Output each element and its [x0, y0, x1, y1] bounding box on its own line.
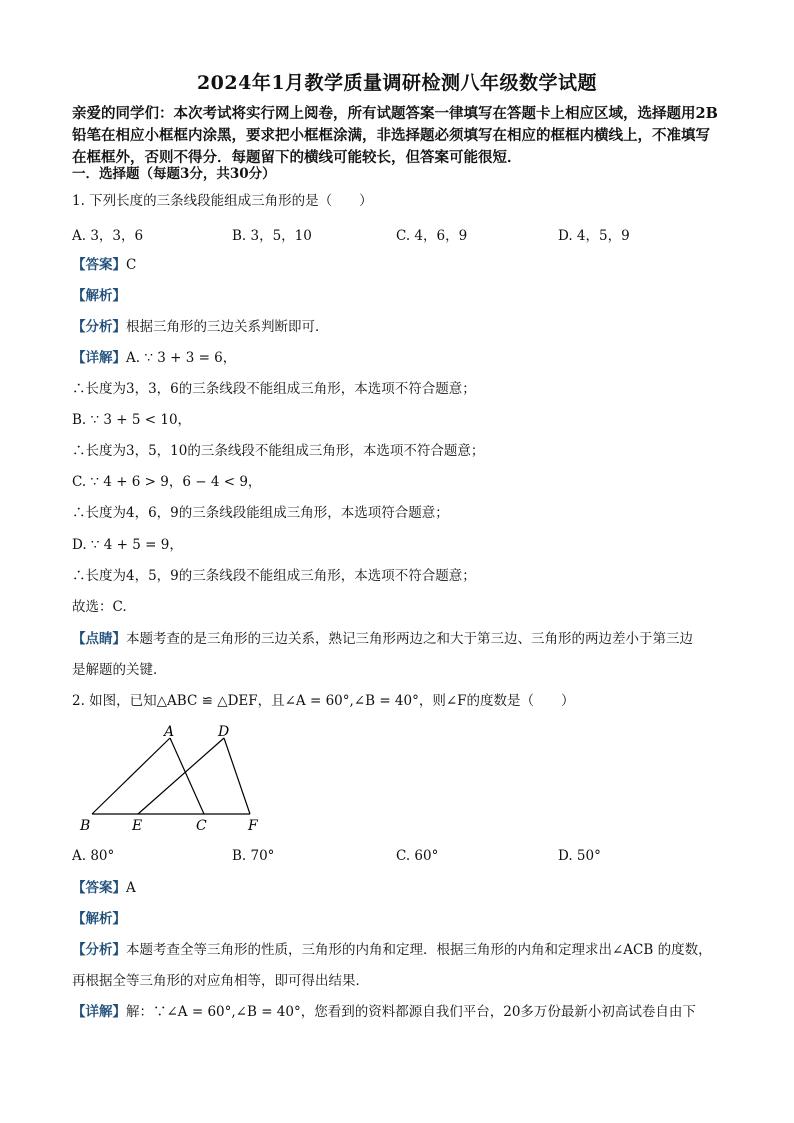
fenxi-text: 本题考查全等三角形的性质，三角形的内角和定理．根据三角形的内角和定理求出∠ACB 的度数， — [126, 942, 712, 958]
q1-option-b: B. 3，5，10 — [232, 228, 312, 244]
q1-detail-line-0 — [72, 348, 236, 368]
q1-detail-line-2: B. ∵ 3 + 5 < 10， — [72, 412, 192, 428]
answer-value: A — [126, 880, 136, 896]
detail-tag: 【详解】 — [72, 1004, 126, 1020]
q1-option-c: C. 4，6，9 — [396, 228, 468, 244]
label-e: E — [132, 818, 143, 834]
q1-detail-line-1: ∴长度为3，3，6的三条线段不能组成三角形，本选项不符合题意； — [72, 381, 476, 397]
q2-detail — [72, 1002, 696, 1022]
q1-detail-line-6: D. ∵ 4 + 5 = 9， — [72, 537, 183, 553]
analysis-tag: 【解析】 — [72, 288, 126, 304]
label-f: F — [248, 818, 258, 834]
q2-analysis-heading — [72, 909, 126, 929]
segment-ba — [92, 738, 170, 814]
q1-analysis-heading — [72, 286, 126, 306]
label-d: D — [218, 724, 230, 740]
section-heading: 一．选择题（每题3分，共30分） — [72, 166, 276, 182]
answer-value: C — [126, 257, 137, 273]
answer-tag: 【答案】 — [72, 880, 126, 896]
q1-stem: 1. 下列长度的三条线段能组成三角形的是（ ） — [72, 193, 373, 209]
q1-answer — [72, 255, 136, 275]
fenxi-tag: 【分析】 — [72, 942, 126, 958]
segment-ed — [138, 738, 224, 814]
detail-tag: 【详解】 — [72, 350, 126, 366]
analysis-tag: 【解析】 — [72, 911, 126, 927]
fenxi-text: 根据三角形的三边关系判断即可． — [126, 319, 329, 335]
q1-dianjing-line-2: 是解题的关键． — [72, 662, 167, 678]
page-title: 2024年1月教学质量调研检测八年级数学试题 — [196, 72, 598, 94]
exam-notice: 亲爱的同学们：本次考试将实行网上阅卷，所有试题答案一律填写在答题卡上相应区域，选择题用2B铅笔在相应小框框内涂黑，要求把小框框涂满，非选择题必须填写在相应的框框内横线上，不准填写在框框外，否则不得分．每题留下的横线可能较长，但答案可能很短． — [72, 105, 718, 166]
q2-stem: 2. 如图，已知△ABC ≌ △DEF，且∠A = 60°,∠B = 40°，则∠F的度数是（ ） — [72, 693, 575, 709]
segment-ac — [170, 738, 204, 814]
q2-answer — [72, 878, 136, 898]
label-b: B — [80, 818, 91, 834]
q1-detail-line-4: C. ∵ 4 + 6 > 9，6 − 4 < 9， — [72, 474, 262, 490]
triangle-figure — [72, 724, 272, 836]
q1-fenxi — [72, 317, 329, 337]
q2-fenxi — [72, 940, 712, 960]
answer-tag: 【答案】 — [72, 257, 126, 273]
q1-option-a: A. 3，3，6 — [72, 228, 144, 244]
q1-detail-line-8: 故选：C. — [72, 599, 127, 615]
label-a: A — [164, 724, 175, 740]
detail-text: 解：∵∠A = 60°,∠B = 40°，您看到的资料都源自我们平台，20多万份最新小初高试卷自由下 — [126, 1004, 696, 1020]
q1-detail-line-7: ∴长度为4，5，9的三条线段不能组成三角形，本选项不符合题意； — [72, 568, 476, 584]
q2-option-d: D. 50° — [558, 848, 601, 864]
q1-dianjing — [72, 629, 693, 649]
fenxi-tag: 【分析】 — [72, 319, 126, 335]
q2-fenxi-line-2: 再根据全等三角形的对应角相等，即可得出结果． — [72, 973, 369, 989]
q2-option-a: A. 80° — [72, 848, 115, 864]
q1-option-d: D. 4，5，9 — [558, 228, 630, 244]
q2-option-b: B. 70° — [232, 848, 275, 864]
q2-option-c: C. 60° — [396, 848, 439, 864]
q1-detail-line-3: ∴长度为3，5，10的三条线段不能组成三角形，本选项不符合题意； — [72, 443, 485, 459]
dianjing-text: 本题考查的是三角形的三边关系，熟记三角形两边之和大于第三边、三角形的两边差小于第三边 — [126, 631, 693, 647]
label-c: C — [196, 818, 207, 834]
segment-df — [224, 738, 250, 814]
detail-text: A. ∵ 3 + 3 = 6， — [126, 350, 237, 366]
dianjing-tag: 【点睛】 — [72, 631, 126, 647]
q1-detail-line-5: ∴长度为4，6，9的三条线段能组成三角形，本选项符合题意； — [72, 505, 449, 521]
